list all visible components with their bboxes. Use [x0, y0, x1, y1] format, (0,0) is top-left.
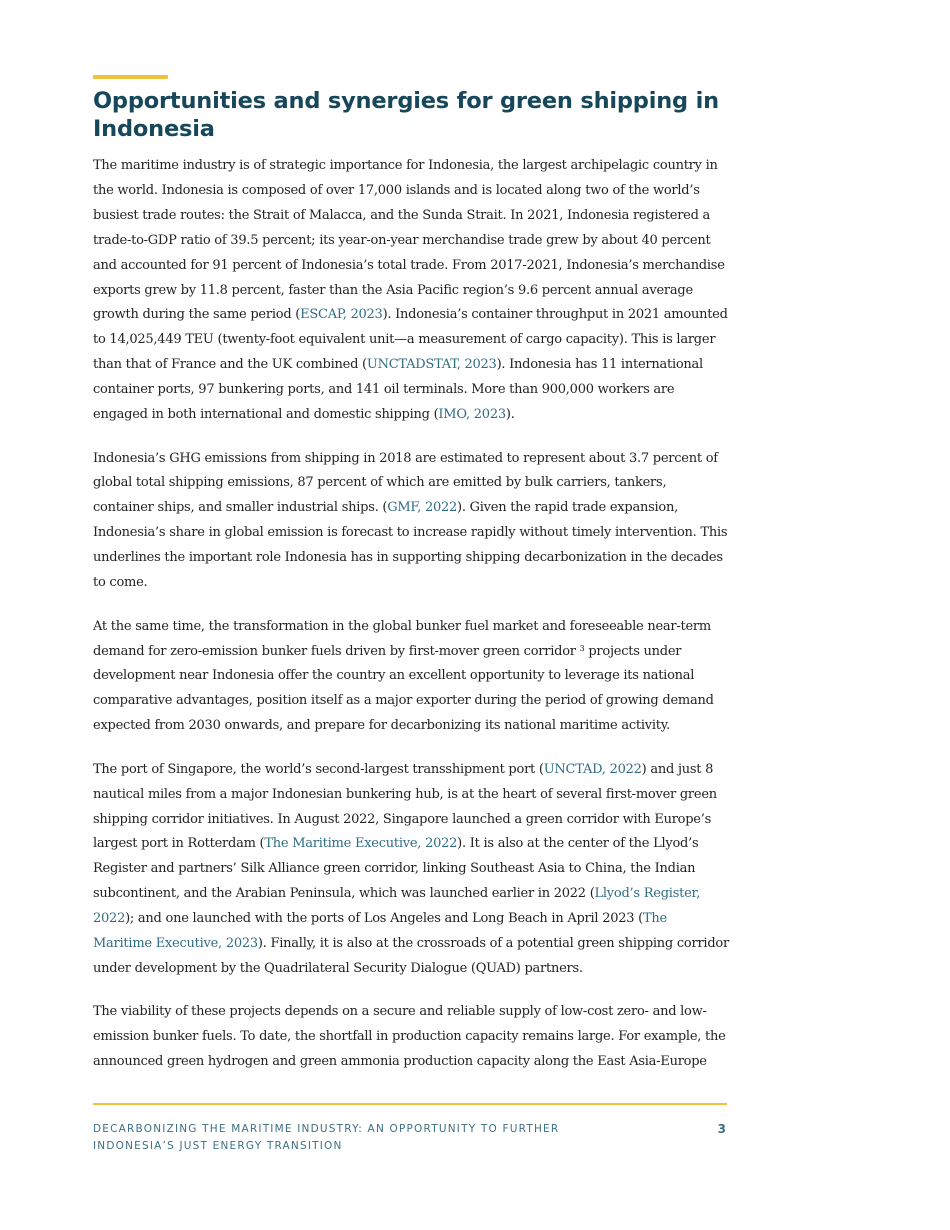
- footnote-marker[interactable]: 3: [579, 643, 585, 653]
- text-run: ); and one launched with the ports of Los Angeles and Long Beach in April 2023 (: [125, 911, 643, 927]
- body-text: [93, 154, 729, 1094]
- text-run: ). Indonesia’s container throughput in 2021 amounted to 14,025,449 TEU (twenty-foot equivalent unit—a measurement of cargo capacity). This is larger than that of France and the UK combined (: [93, 307, 728, 373]
- citation-link-escap[interactable]: ESCAP, 2023: [300, 307, 383, 323]
- text-run: ) and just 8 nautical miles from a major Indonesian bunkering hub, is at the heart of several first-mover green shipping corridor initiatives. In August 2022, Singapore launched a green corridor with Europe’s largest port in Rotterdam (: [93, 761, 717, 852]
- page-number: 3: [717, 1122, 726, 1136]
- page-title: Opportunities and synergies for green shipping in Indonesia: [93, 88, 719, 142]
- text-run: The viability of these projects depends on a secure and reliable supply of low-cost zero- and low-emission bunker fuels. To date, the shortfall in production capacity remains large. For example, the announced green hydrogen and green ammonia production capacity along the East Asia-Europe: [93, 1004, 726, 1070]
- citation-link-llyods-register[interactable]: Llyod’s Register, 2022: [93, 886, 700, 927]
- citation-link-imo[interactable]: IMO, 2023: [438, 407, 506, 423]
- text-run: ).: [505, 407, 515, 423]
- paragraph-3: [93, 615, 729, 740]
- citation-link-maritime-executive-2022[interactable]: The Maritime Executive, 2022: [264, 836, 458, 852]
- text-run: ). Finally, it is also at the crossroads of a potential green shipping corridor under development by the Quadrilateral Security Dialogue (QUAD) partners.: [93, 936, 729, 976]
- footer-document-title: DECARBONIZING THE MARITIME INDUSTRY: AN OPPORTUNITY TO FURTHER INDONESIA’S JUST ENERGY TRANSITION: [93, 1123, 560, 1152]
- footer-divider: [93, 1103, 727, 1105]
- citation-link-unctad[interactable]: UNCTAD, 2022: [543, 761, 642, 777]
- paragraph-5: [93, 1000, 729, 1075]
- text-run: ). Indonesia has 11 international container ports, 97 bunkering ports, and 141 oil terminals. More than 900,000 workers are engaged in both international and domestic shipping (: [93, 357, 703, 423]
- citation-link-unctadstat[interactable]: UNCTADSTAT, 2023: [366, 357, 497, 373]
- accent-bar: [93, 75, 168, 79]
- paragraph-4: [93, 758, 729, 982]
- citation-link-maritime-executive-2023[interactable]: The Maritime Executive, 2023: [93, 911, 667, 952]
- text-run: At the same time, the transformation in the global bunker fuel market and foreseeable near-term demand for zero-emission bunker fuels driven by first-mover green corridor: [93, 618, 711, 659]
- text-run: ). Given the rapid trade expansion, Indonesia’s share in global emission is forecast to increase rapidly without timely intervention. This underlines the important role Indonesia has in supporting shipping decarbonization in the decades to come.: [93, 500, 728, 591]
- text-run: The maritime industry is of strategic importance for Indonesia, the largest archipelagic country in the world. Indonesia is composed of over 17,000 islands and is located along two of the world’s busiest trade routes: the Strait of Malacca, and the Sunda Strait. In 2021, Indonesia registered a trade-to-GDP ratio of 39.5 percent; its year-on-year merchandise trade grew by about 40 percent and accounted for 91 percent of Indonesia’s total trade. From 2017-2021, Indonesia’s merchandise exports grew by 11.8 percent, faster than the Asia Pacific region’s 9.6 percent annual average growth during the same period (: [93, 158, 725, 323]
- text-run: projects under development near Indonesia offer the country an excellent opportunity to leverage its national comparative advantages, position itself as a major exporter during the period of growing demand expected from 2030 onwards, and prepare for decarbonizing its national maritime activity.: [93, 643, 714, 734]
- text-run: ). It is also at the center of the Llyod’s Register and partners’ Silk Alliance green corridor, linking Southeast Asia to China, the Indian subcontinent, and the Arabian Peninsula, which was launched earlier in 2022 (: [93, 836, 699, 902]
- text-run: Indonesia’s GHG emissions from shipping in 2018 are estimated to represent about 3.7 percent of global total shipping emissions, 87 percent of which are emitted by bulk carriers, tankers, container ships, and smaller industrial ships. (: [93, 450, 718, 516]
- citation-link-gmf[interactable]: GMF, 2022: [387, 500, 458, 516]
- text-run: The port of Singapore, the world’s second-largest transshipment port (: [93, 761, 544, 777]
- paragraph-2: [93, 447, 729, 596]
- paragraph-1: [93, 154, 729, 428]
